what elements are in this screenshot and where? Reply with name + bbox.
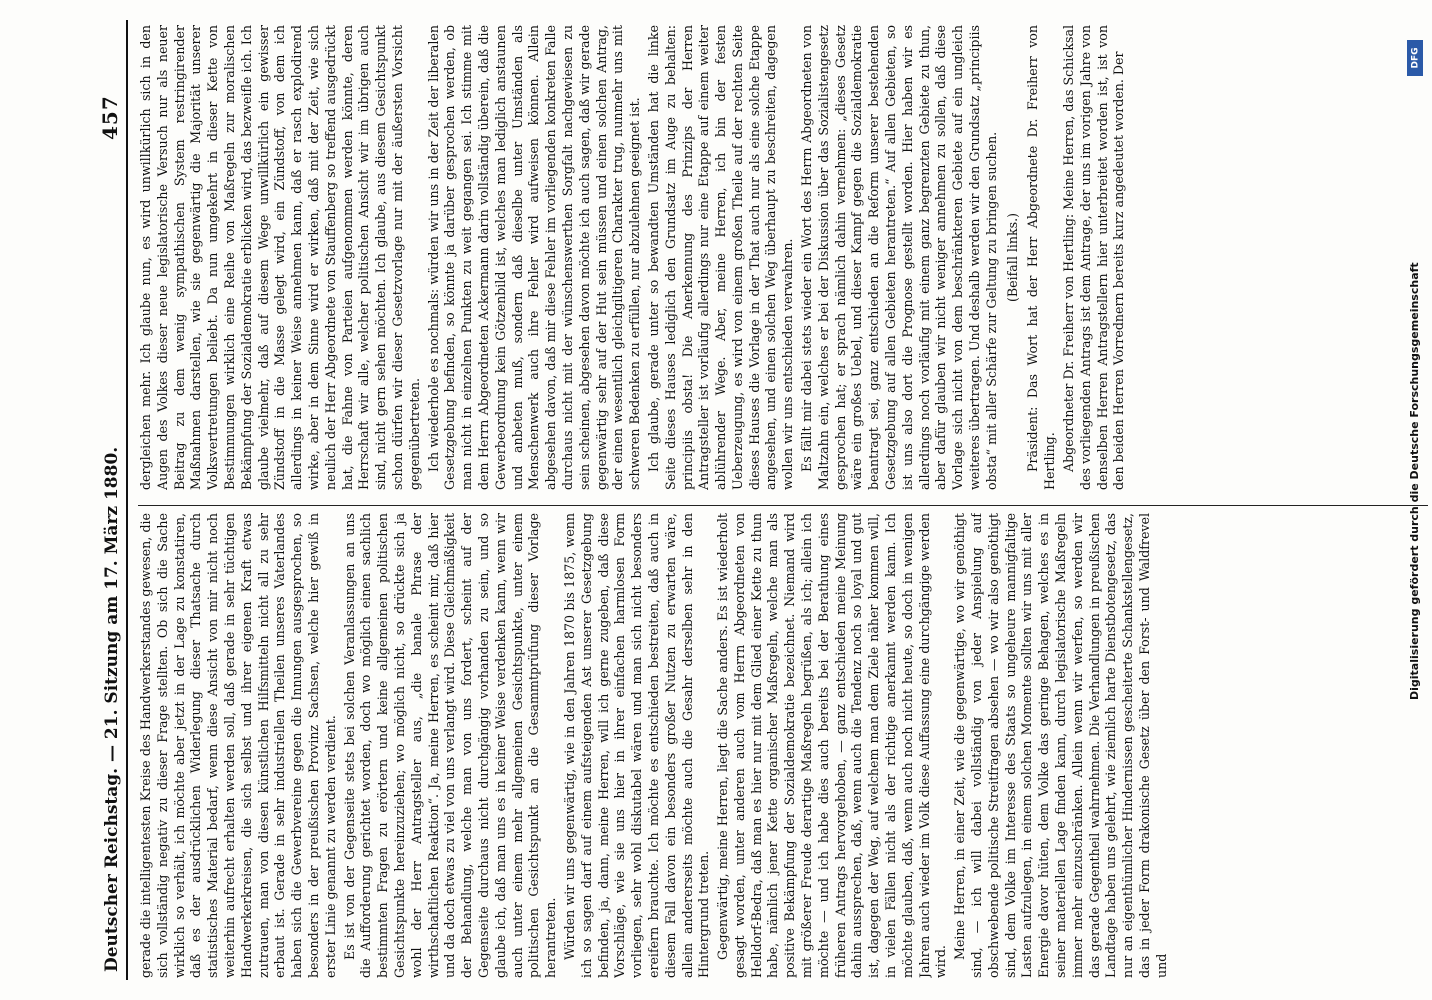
right-paragraph-3: Ich glaube, gerade unter so bewandten Umständen hat die linke Seite dieses Hauses lediglich den Grundsatz im Auge zu behalten: principiis obsta! Die Anerkennung des Prinzips der Herren Antragsteller ist vorläufig allerdings nur eine Etappe auf einem weiter ablührender Wege. Aber, meine Herren, ich bin der festen Ueberzeugung, es wird von einem großen Theile auf der rechten Seite dieses Hauses die Vorlage in der That auch nur als eine solche Etappe angesehen, und einen solchen Weg überhaupt zu beschreiten, dagegen wollen wir uns entschieden verwahren. [645,25,796,490]
dfg-logo-icon: DFG [1407,40,1423,76]
credit-text: Digitalisierung gefördert durch die Deutsche Forschungsgemeinschaft [1408,262,1421,700]
left-paragraph-5: Meine Herren, in einer Zeit, wie die gegenwärtige, wo wir genöthigt sind, — ich will dabei vollständig von jeder Anspielung auf obschwebende politische Streitfragen absehen — wo wir also genöthigt sind, dem Volke im Interesse des Staats so ungeheure mannigfaltige Lasten aufzulegen, in einem solchen Momente sollten wir uns mit aller Energie davor hüten, dem Volke das geringe Behagen, welches es in seiner materiellen Lage finden kann, durch legislatorische Maßregeln immer mehr einzuschränken. Allein wenn wir werfen, so werden wir das gerade Gegentheil wahrnehmen. Die Verhandlungen in preußischen Landtage haben uns gelehrt, wie ziemlich harte Dienstbotengesetz, das nur an eigenthümlicher Hindernissen gescheiterte Schankstellengesetz, das in jeder Form drakonische Gesetz über den Forst- und Waldfrevel und [952,513,1169,978]
right-paragraph-4: Es fällt mir dabei stets wieder ein Wort des Herrn Abgeordneten von Maltzahn ein, welches er bei der Diskussion über das Sozialistengesetz gesprochen hat; er sprach nämlich dahin vernehmen: „dieses Gesetz wäre ein großes Uebel, und dieser Kampf gegen die Sozialdemokratie beantragt sei, ganz entschieden an die Reform unserer bestehenden Gesetzgebung auf allen Gebieten herantreten.“ Auf allen Gebieten, so ist uns also dort die Prognose gestellt worden. Hier haben wir es allerdings noch vorläufig mit einem ganz begrenzten Gebiete zu thun, aber dafür glauben wir nicht weniger annehmen zu sollen, daß diese Vorlage sich nicht von dem beschränkteren Gebiete auf ein ungleich weiteres übertragen. Und deshalb werden wir den Grundsatz „principiis obsta“ mit aller Schärfe zur Geltung zu bringen suchen. [799,25,999,490]
right-paragraph-2: Ich wiederhole es nochmals: würden wir uns in der Zeit der liberalen Gesetzgebung befinden, so könnte ja darüber gesprochen werden, ob man nicht in einzelnen Punkten zu weit gegangen sei. Ich stimme mit dem Herrn Abgeordneten Ackermann darin vollständig überein, daß die Gewerbeordnung kein Götzenbild ist, welches man lediglich anstaunen und anbeten muß, sondern daß dieselbe unter Umständen als Menschenwerk auch ihre Fehler wird aufweisen können. Allein abgesehen davon, daß mir diese Fehler im vorliegenden konkreten Falle durchaus nicht mit der wünschenswerthen Sorgfalt nachgewiesen zu sein scheinen, abgesehen davon möchte ich auch sagen, daß wir gerade gegenwärtig sehr auf der Hut sein müssen und einen solchen Antrag, der einen wesentlich gleichgiltigeren Charakter trug, nunmehr uns mit schweren Bedenken zu erfüllen, nur abzulehnen geeignet ist. [425,25,643,490]
running-head [92,20,128,980]
left-paragraph-3: Würden wir uns gegenwärtig, wie in den Jahren 1870 bis 1875, wenn ich so sagen darf auf einem aufsteigenden Ast unserer Gesetzgebung befinden, ja, dann, meine Herren, will ich gerne zugeben, daß diese Vorschläge, wie sie uns hier in ihrer einfachen harmlosen Form vorliegen, sehr wohl diskutabel wären und man sich nicht besonders ereifern brauchte. Ich möchte es entschieden bestreiten, daß auch in diesem Fall davon ein besonders großer Nutzen zu erwarten wäre, allein andererseits möchte auch die Gesahr derselben sehr in den Hintergrund treten. [561,513,712,978]
left-column [138,513,1428,978]
hertling-speech: Abgeordneter Dr. Freiherr von Hertling: Meine Herren, das Schicksal des vorliegenden Antrags ist dem Antrage, der uns im vorigen Jahre von denselben Herren Antragstellern hier unterbreitet worden ist, ist von den beiden Herren Vorrednern bereits kurz angedeutet worden. Der [1061,25,1127,490]
page-number: 457 [98,95,122,140]
right-paragraph-1: dergleichen mehr. Ich glaube nun, es wird unwillkürlich sich in den Augen des Volkes dieser neue legislatorische Versuch nur als neuer Beitrag zu dem wenig sympathischen System restringirender Maßnahmen darstellen, wie sie gegenwärtig die Majorität unserer Volksvertretungen beliebt. Da nun umgekehrt in dieser Kette von Bestimmungen wirklich eine Reihe von Maßregeln zur moralischen Bekämpfung der Sozialdemokratie erblicken wird, das bezweifle ich. Ich glaube vielmehr, daß auf diesem Wege unwillkürlich ein gewisser Zündstoff in die Masse gelegt wird, ein Zündstoff, von dem ich allerdings in keiner Weise annehmen kann, daß er rasch explodirend wirke, aber in dem Sinne wird er wirken, daß mit der Zeit, wie sich neulich der Herr Abgeordnete von Stauffenberg so treffend ausgedrückt hat, die Fahne von Parteien aufgenommen werden könnte, deren Herrschaft wir alle, welcher politischen Ansicht wir im übrigen auch sind, nicht gern sehen möchten. Ich glaube, aus diesem Gesichtspunkt schon dürfen wir dieser Gesetzvorlage nur mit der äußersten Vorsicht gegenübertreten. [138,25,422,490]
president-speech: Präsident: Das Wort hat der Herr Abgeordnete Dr. Freiherr von Hertling. [1025,25,1058,490]
left-paragraph-4: Gegenwärtig, meine Herren, liegt die Sache anders. Es ist wiederholt gesagt worden, unter anderen auch vom Herrn Abgeordneten von Helldorf-Bedra, daß man es hier nur mit dem Glied einer Kette zu thun habe, nämlich jener Kette organischer Maßregeln, welche man als positive Bekämpfung der Sozialdemokratie bezeichnet. Niemand wird mit größerer Freude derartige Maßregeln begrüßen, als ich; allein ich möchte — und ich habe dies auch bereits bei der Berathung eines früheren Antrags hervorgehoben, — ganz entschieden meine Meinung dahin aussprechen, daß, wenn auch die Tendenz noch so loyal und gut ist, dagegen der Weg, auf welchem man dem Ziele näher kommen will, in vielen Fällen nicht als der richtige anerkannt werden kann. Ich möchte glauben, daß, wenn auch noch nicht heute, so doch in wenigen Jahren auch wieder im Volk diese Auffassung eine durchgängige werden wird. [715,513,949,978]
left-paragraph-2: Es ist von der Gegenseite stets bei solchen Veranlassungen an uns die Aufforderung gerichtet worden, doch wo möglich einen sachlich bestimmten Fragen zu erörtern und keine allgemeinen politischen Gesichtspunkte hereinzuziehen; wo möglich nicht, so drückte sich ja wohl der Herr Antragsteller aus, „die banale Phrase der wirthschaftlichen Reaktion“. Ja, meine Herren, es scheint mir, daß hier und da doch etwas zu viel von uns verlangt wird. Diese Gleichmäßigkeit der Behandlung, welche man von uns fordert, scheint auf der Gegenseite durchaus nicht durchgängig vorhanden zu sein, und so glaube ich, daß man uns es in keiner Weise verdenken kann, wenn wir auch unter einem mehr allgemeinen Gesichtspunkte, unter einem politischen Gesichtspunkt an die Gesammtprüfung dieser Vorlage herantreten. [341,513,559,978]
left-paragraph-1: gerade die intelligentesten Kreise des Handwerkerstandes gewesen, die sich vollständig negativ zu dieser Frage stellten. Ob sich die Sache wirklich so verhält, ich möchte aber jetzt in der Lage zu konstatiren, daß es der ausdrücklichen Widerlegung dieser Thatsache durch statistisches Material bedarf, wenn diese Ansicht von mir nicht noch weiterhin aufrecht erhalten werden soll, daß gerade in sehr tüchtigen Handwerkerkreisen, die sich selbst und ihrer eigenen Kraft etwas zutrauen, man von diesen künstlichen Hilfsmitteln nicht all zu sehr erbaut ist. Gerade in sehr industriellen Theilen unseres Vaterlandes haben sich die Gewerbvereine gegen die Innungen ausgesprochen, so besonders in der preußischen Provinz Sachsen, welche hier gewiß in erster Linie genannt zu werden verdient. [138,513,338,978]
digitization-credit [1406,40,1424,700]
applause-note: (Beifall links.) [1004,212,1020,303]
right-column [138,25,1428,490]
column-divider [138,505,1428,506]
running-head-title: Deutscher Reichstag. — 21. Sitzung am 17. März 1880. [102,446,122,972]
